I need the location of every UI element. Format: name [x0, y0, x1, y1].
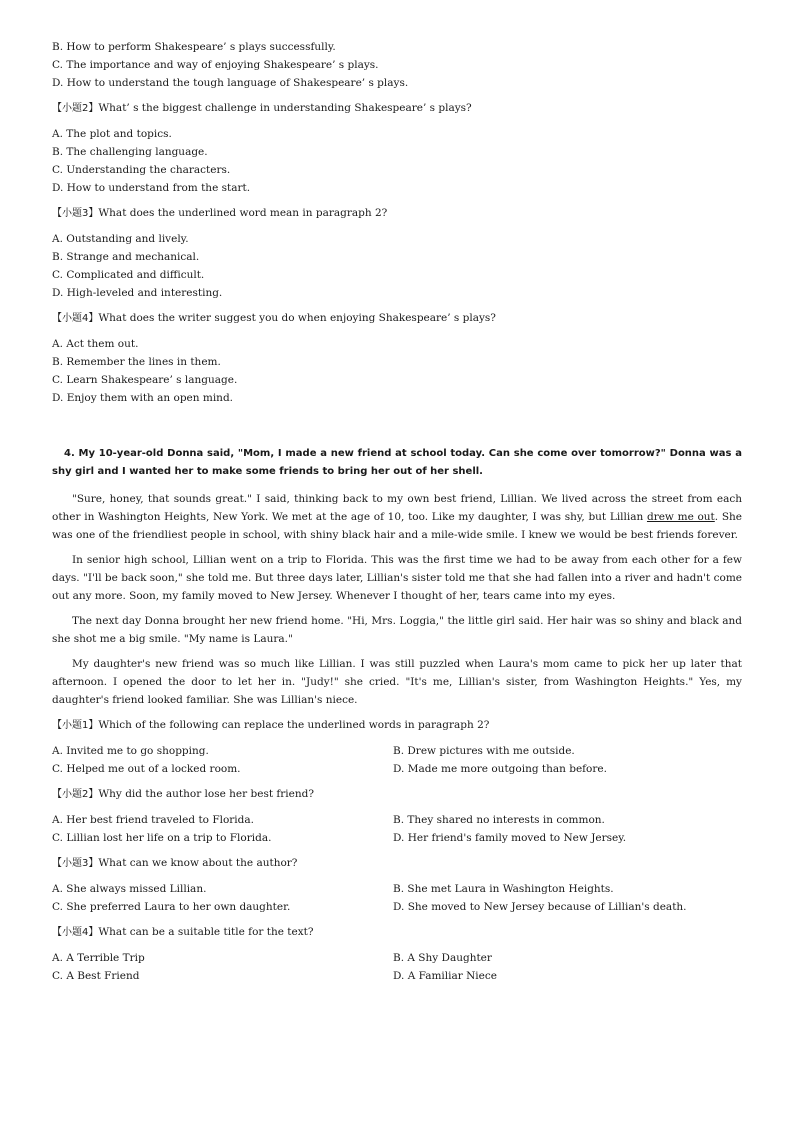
question-text: Why did the author lose her best friend?	[98, 788, 314, 800]
option-row	[52, 829, 742, 847]
option: A. Act them out.	[52, 338, 139, 350]
question-stem	[52, 309, 742, 328]
option: B. How to perform Shakespeare’ s plays successfully.	[52, 41, 336, 53]
option: B. Strange and mechanical.	[52, 251, 200, 263]
question-tag: 【小题2】	[52, 103, 99, 114]
question-text: What can we know about the author?	[98, 857, 298, 869]
option: A. Her best friend traveled to Florida.	[52, 814, 254, 826]
option: C. Lillian lost her life on a trip to Florida.	[52, 832, 272, 844]
option-row	[52, 760, 742, 778]
option: A. A Terrible Trip	[52, 952, 145, 964]
option: C. Helped me out of a locked room.	[52, 763, 241, 775]
option-row	[52, 742, 742, 760]
option: C. Understanding the characters.	[52, 164, 231, 176]
option: C. A Best Friend	[52, 970, 140, 982]
question-text: What does the underlined word mean in paragraph 2?	[98, 207, 388, 219]
option: A. She always missed Lillian.	[52, 883, 207, 895]
option-row	[52, 811, 742, 829]
document-page	[52, 38, 742, 985]
option: B. The challenging language.	[52, 146, 208, 158]
question-stem	[52, 204, 742, 223]
passage-paragraph: The next day Donna brought her new friend home. "Hi, Mrs. Loggia," the little girl said. Her hair was so shiny and black and she shot me a big smile. "My name is Laura."	[52, 615, 742, 645]
question-stem	[52, 785, 742, 804]
option: D. How to understand the tough language of Shakespeare’ s plays.	[52, 77, 409, 89]
question-tag: 【小题3】	[52, 208, 99, 219]
option: D. Her friend's family moved to New Jersey.	[393, 832, 627, 844]
question-tag: 【小题3】	[52, 858, 99, 869]
passage-paragraph: My daughter's new friend was so much like Lillian. I was still puzzled when Laura's mom came to pick her up later that afternoon. I opened the door to let her in. "Judy!" she cried. "It's me, Lillian's sister, from Washington Heights." Yes, my daughter's friend looked familiar. She was Lillian's niece.	[52, 658, 742, 706]
option: A. Outstanding and lively.	[52, 233, 189, 245]
question-tag: 【小题2】	[52, 789, 99, 800]
option: D. A Familiar Niece	[393, 970, 497, 982]
option: D. Made me more outgoing than before.	[393, 763, 607, 775]
option: B. A Shy Daughter	[393, 952, 492, 964]
option: C. She preferred Laura to her own daughter.	[52, 901, 291, 913]
passage-intro: 4. My 10-year-old Donna said, "Mom, I made a new friend at school today. Can she come over tomorrow?" Donna was a shy girl and I wanted her to make some friends to bring her out of her shell.	[52, 448, 742, 477]
option: B. They shared no interests in common.	[393, 814, 605, 826]
option: C. Learn Shakespeare’ s language.	[52, 374, 238, 386]
option-row	[52, 880, 742, 898]
option: C. Complicated and difficult.	[52, 269, 205, 281]
option: B. Remember the lines in them.	[52, 356, 221, 368]
option-row	[52, 967, 742, 985]
option: D. How to understand from the start.	[52, 182, 251, 194]
question-stem	[52, 854, 742, 873]
passage-paragraph: "Sure, honey, that sounds great." I said, thinking back to my own best friend, Lillian. We lived across the street from each other in Washington Heights, New York. We met at the age of 10, too. Like my daughter, I was shy, but Lillian drew me out. She was one of the friendliest people in school, with shiny black hair and a mile-wide smile. I knew we would be best friends forever.	[52, 493, 742, 541]
option-row	[52, 898, 742, 916]
option: D. She moved to New Jersey because of Lillian's death.	[393, 901, 687, 913]
question-text: Which of the following can replace the underlined words in paragraph 2?	[98, 719, 490, 731]
question-stem	[52, 99, 742, 118]
underlined-phrase: drew me out	[646, 511, 715, 523]
prev-q1-options	[52, 38, 742, 92]
question-text: What’ s the biggest challenge in understanding Shakespeare’ s plays?	[98, 102, 472, 114]
question-stem	[52, 923, 742, 942]
question-text: What does the writer suggest you do when enjoying Shakespeare’ s plays?	[98, 312, 496, 324]
option: B. Drew pictures with me outside.	[393, 745, 575, 757]
question-tag: 【小题1】	[52, 720, 99, 731]
question-stem	[52, 716, 742, 735]
question-tag: 【小题4】	[52, 927, 99, 938]
option-row	[52, 949, 742, 967]
question-text: What can be a suitable title for the text?	[98, 926, 314, 938]
passage-paragraph: In senior high school, Lillian went on a trip to Florida. This was the first time we had to be away from each other for a few days. "I'll be back soon," she told me. But three days later, Lillian's sister told me that she had fallen into a river and hadn't come out any more. Soon, my family moved to New Jersey. Whenever I thought of her, tears came into my eyes.	[52, 554, 742, 602]
question-tag: 【小题4】	[52, 313, 99, 324]
option: C. The importance and way of enjoying Shakespeare’ s plays.	[52, 59, 379, 71]
option: D. Enjoy them with an open mind.	[52, 392, 234, 404]
option: A. Invited me to go shopping.	[52, 745, 209, 757]
option: B. She met Laura in Washington Heights.	[393, 883, 614, 895]
option: A. The plot and topics.	[52, 128, 172, 140]
option: D. High-leveled and interesting.	[52, 287, 223, 299]
